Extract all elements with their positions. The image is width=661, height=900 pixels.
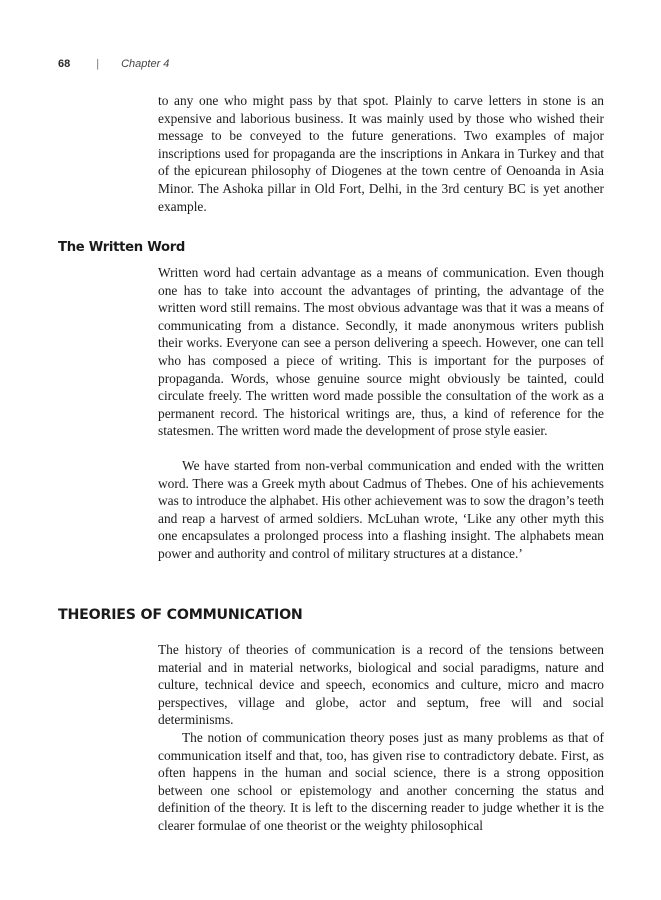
page-number: 68 [58, 58, 71, 70]
written-word-paragraph-2: We have started from non-verbal communication and ended with the written word. There was a Greek myth about Cadmus of Thebes. One of his achievements was to introduce the alphabet. His other achievement was to sow the dragon’s teeth and reap a harvest of armed soldiers. McLuhan wrote, ‘Like any other myth this one encapsulates a prolonged process into a flashing insight. The alphabets mean power and authority and control of military structures at a distance.’ [158, 458, 604, 561]
written-word-paragraph-1: Written word had certain advantage as a means of communication. Even though one has to take into account the advantages of printing, the advantage of the written word still remains. The most obvious advantage was that it was a means of communicating from a distance. Secondly, it made anonymous writers publish their works. Everyone can see a person delivering a speech. However, one can tell who has composed a piece of writing. This is important for the purposes of propaganda. Words, whose genuine source might obviously be tainted, could circulate freely. The written word made possible the consultation of the work as a permanent record. The historical writings are, thus, a kind of reference for the statesmen. The written word made the development of prose style easier. [158, 265, 604, 439]
intro-paragraph: to any one who might pass by that spot. Plainly to carve letters in stone is an expensive and laborious business. It was mainly used by those who wished their message to be conveyed to the future generations. Two examples of major inscriptions used for propaganda are the inscriptions in Ankara in Turkey and that of the epicurean philosophy of Diogenes at the town centre of Oenoanda in Asia Minor. The Ashoka pillar in Old Fort, Delhi, in the 3rd century BC is yet another example. [158, 93, 604, 214]
chapter-label: Chapter 4 [121, 58, 170, 70]
section-heading-written-word: The Written Word [58, 240, 186, 255]
section-heading-theories: THEORIES OF COMMUNICATION [58, 607, 303, 623]
theories-paragraph-2: The notion of communication theory poses just as many problems as that of communication itself and that, too, has given rise to contradictory debate. First, as often happens in the human and social science, there is a strong opposition between one school or epistemology and another concerning the status and definition of the theory. It is left to the discerning reader to judge whether it is the clearer formulae of one theorist or the weighty philosophical [158, 730, 604, 833]
theories-paragraph-1: The history of theories of communication is a record of the tensions between material and in material networks, biological and social paradigms, nature and culture, technical device and speech, economics and culture, micro and macro perspectives, village and globe, actor and septum, free will and social determinisms. [158, 642, 604, 728]
running-header [58, 58, 169, 70]
header-divider: | [96, 58, 100, 70]
